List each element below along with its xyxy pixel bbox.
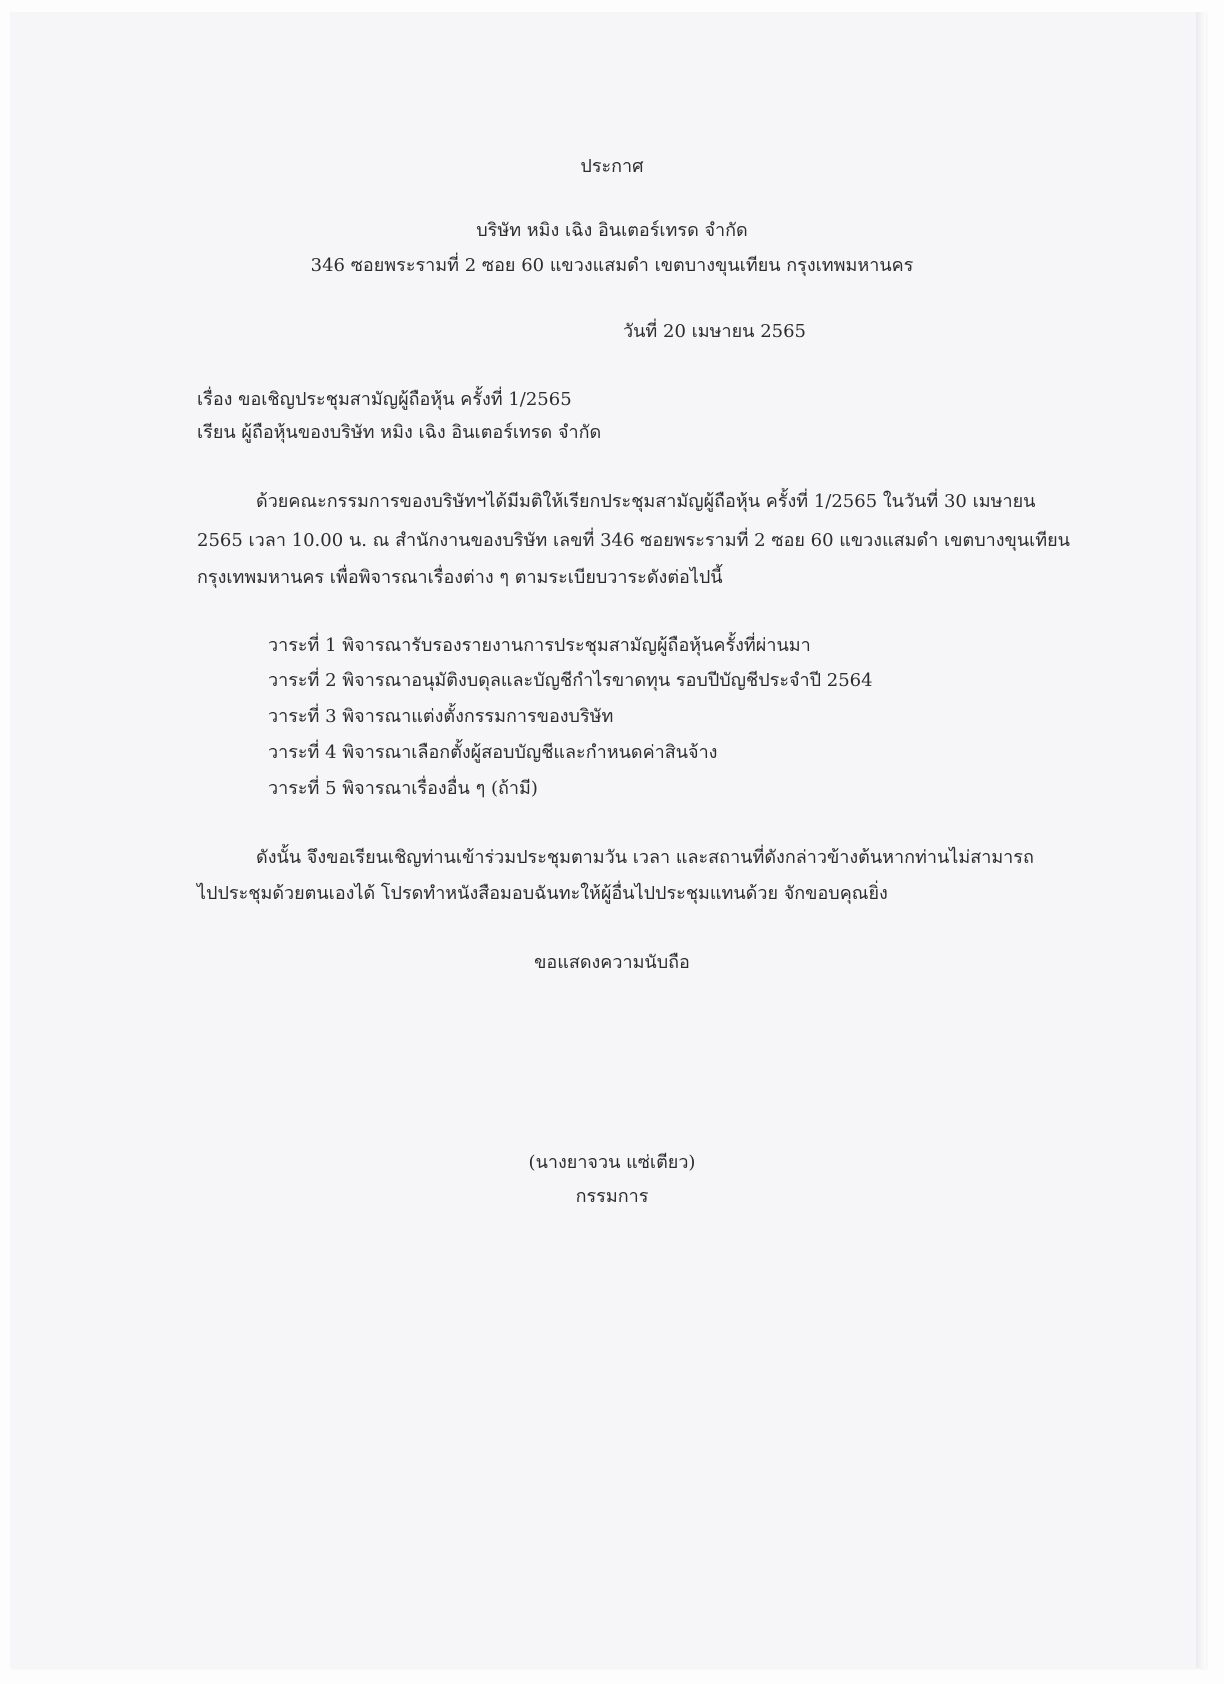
salutation: ขอแสดงความนับถือ	[534, 952, 690, 973]
closing-line-1: ดังนั้น จึงขอเรียนเชิญท่านเข้าร่วมประชุมตามวัน เวลา และสถานที่ดังกล่าวข้างต้นหากท่านไม่สามารถ	[256, 847, 1034, 868]
agenda-item-2: วาระที่ 2 พิจารณาอนุมัติงบดุลและบัญชีกำไรขาดทุน รอบปีบัญชีประจำปี 2564	[268, 670, 873, 691]
signatory-name: (นางยาจวน แซ่เตียว)	[528, 1152, 696, 1173]
agenda-item-3: วาระที่ 3 พิจารณาแต่งตั้งกรรมการของบริษัท	[268, 706, 614, 727]
document-heading: ประกาศ	[580, 156, 644, 177]
subject-line: เรื่อง ขอเชิญประชุมสามัญผู้ถือหุ้น ครั้งที่ 1/2565	[197, 389, 572, 410]
closing-line-2: ไปประชุมด้วยตนเองได้ โปรดทำหนังสือมอบฉันทะให้ผู้อื่นไปประชุมแทนด้วย จักขอบคุณยิ่ง	[197, 883, 888, 904]
date-line: วันที่ 20 เมษายน 2565	[623, 321, 806, 342]
agenda-item-5: วาระที่ 5 พิจารณาเรื่องอื่น ๆ (ถ้ามี)	[268, 778, 538, 799]
intro-line-2: 2565 เวลา 10.00 น. ณ สำนักงานของบริษัท เลขที่ 346 ซอยพระรามที่ 2 ซอย 60 แขวงแสมดำ เขตบางขุนเทียน	[197, 530, 1070, 551]
intro-line-1: ด้วยคณะกรรมการของบริษัทฯได้มีมติให้เรียกประชุมสามัญผู้ถือหุ้น ครั้งที่ 1/2565 ในวันที่ 30 เมษายน	[256, 491, 1036, 512]
company-address: 346 ซอยพระรามที่ 2 ซอย 60 แขวงแสมดำ เขตบางขุนเทียน กรุงเทพมหานคร	[310, 255, 914, 276]
company-name: บริษัท หมิง เฉิง อินเตอร์เทรด จำกัด	[476, 220, 748, 241]
signatory-title: กรรมการ	[575, 1186, 649, 1207]
intro-line-3: กรุงเทพมหานคร เพื่อพิจารณาเรื่องต่าง ๆ ตามระเบียบวาระดังต่อไปนี้	[197, 567, 723, 588]
agenda-item-4: วาระที่ 4 พิจารณาเลือกตั้งผู้สอบบัญชีและกำหนดค่าสินจ้าง	[268, 742, 718, 763]
agenda-item-1: วาระที่ 1 พิจารณารับรองรายงานการประชุมสามัญผู้ถือหุ้นครั้งที่ผ่านมา	[268, 635, 811, 656]
recipient-line: เรียน ผู้ถือหุ้นของบริษัท หมิง เฉิง อินเตอร์เทรด จำกัด	[197, 422, 602, 443]
